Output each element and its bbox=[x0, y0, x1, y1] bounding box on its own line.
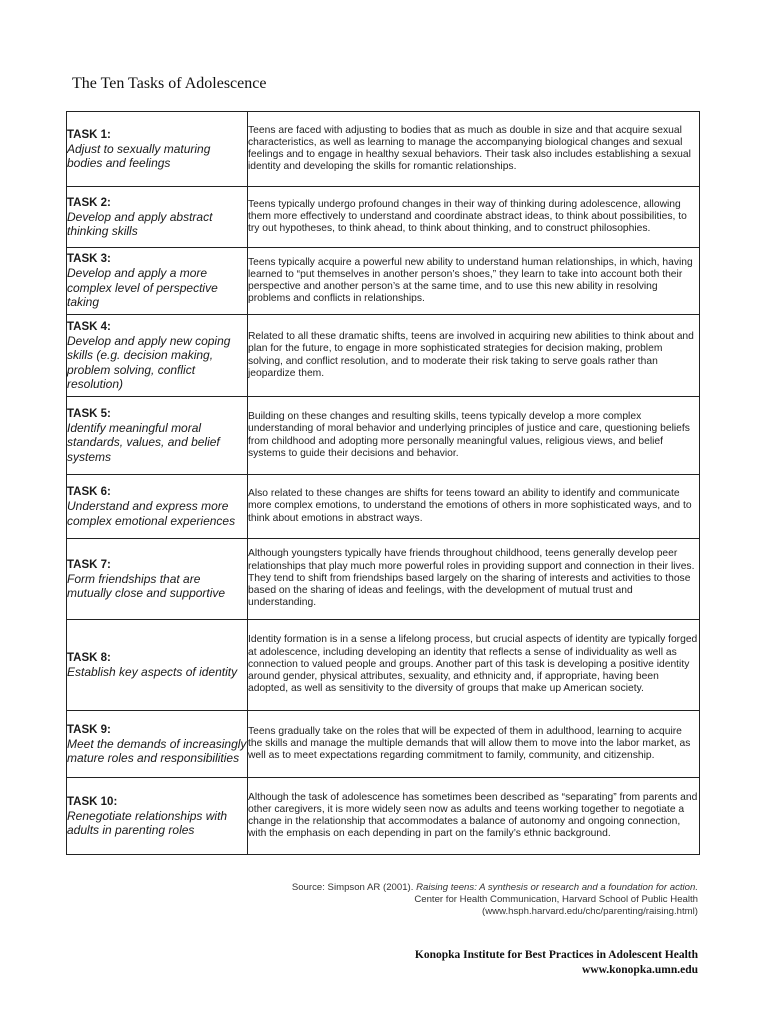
task-label: TASK 7: bbox=[67, 558, 111, 571]
task-label: TASK 2: bbox=[67, 196, 111, 209]
task-description: Although youngsters typically have friends throughout childhood, teens generally develop peer relationships that play much more powerful roles in providing support and connection in their lives. They tend to shift from friendships based largely on the sharing of interests and activities to those based on the sharing of ideas and feelings, with the development of mutual trust and understanding. bbox=[248, 548, 695, 609]
task-label: TASK 3: bbox=[67, 253, 111, 266]
task-description: Also related to these changes are shifts for teens toward an ability to identify and communicate more complex emotions, to understand the emotions of others in more sophisticated ways, and to think about emotions in abstract ways. bbox=[248, 488, 692, 524]
table-row bbox=[67, 112, 700, 187]
task-label: TASK 5: bbox=[67, 407, 111, 420]
task-cell bbox=[67, 475, 248, 539]
table-row bbox=[67, 778, 700, 855]
description-cell bbox=[248, 187, 700, 248]
task-name: Identify meaningful moral standards, values, and belief systems bbox=[67, 420, 220, 464]
task-description: Related to all these dramatic shifts, teens are involved in acquiring new abilities to think about and plan for the future, to engage in more sophisticated strategies for decision making, problem solving, and conflict resolution, and to moderate their risk taking to serve goals rather than jeopardize them. bbox=[248, 331, 694, 379]
task-name: Establish key aspects of identity bbox=[67, 664, 238, 679]
task-cell bbox=[67, 187, 248, 248]
tasks-table bbox=[66, 111, 700, 855]
source-prefix: Source: Simpson AR (2001). bbox=[291, 882, 417, 893]
description-cell bbox=[248, 539, 700, 620]
table-row bbox=[67, 711, 700, 778]
description-cell bbox=[248, 778, 700, 855]
task-name: Meet the demands of increasingly mature roles and responsibilities bbox=[67, 736, 247, 765]
description-cell bbox=[248, 315, 700, 397]
description-cell bbox=[248, 397, 700, 475]
source-url: (www.hsph.harvard.edu/chc/parenting/raising.html) bbox=[482, 906, 698, 917]
task-name: Renegotiate relationships with adults in parenting roles bbox=[67, 808, 228, 837]
task-name: Adjust to sexually maturing bodies and feelings bbox=[67, 141, 211, 170]
task-description: Identity formation is in a sense a lifelong process, but crucial aspects of identity are typically forged at adolescence, including developing an identity that reflects a sense of individuality as well as connection to valued people and groups. Another part of this task is developing a positive identity around gender, physical attributes, sexuality, and ethnicity and, if appropriate, having been adopted, as well as sensitivity to the diversity of groups that make up American society. bbox=[248, 634, 698, 695]
source-line-2: Center for Health Communication, Harvard School of Public Health bbox=[414, 894, 698, 905]
task-label: TASK 6: bbox=[67, 486, 111, 498]
task-label: TASK 1: bbox=[67, 128, 111, 141]
task-name: Develop and apply new coping skills (e.g. decision making, problem solving, conflict resolution) bbox=[67, 333, 231, 391]
source-citation bbox=[292, 882, 698, 918]
footer-url: www.konopka.umn.edu bbox=[581, 964, 698, 976]
table-row bbox=[67, 539, 700, 620]
task-label: TASK 10: bbox=[67, 795, 118, 808]
table-row bbox=[67, 315, 700, 397]
table-row bbox=[67, 248, 700, 315]
task-description: Teens typically acquire a powerful new ability to understand human relationships, in which, having learned to “put themselves in another person’s shoes,” they learn to take into account both their perspective and another person’s at the same time, and to use this new ability in resolving problems and conflicts in relationships. bbox=[248, 256, 693, 305]
task-cell bbox=[67, 315, 248, 397]
description-cell bbox=[248, 620, 700, 711]
table-row bbox=[67, 475, 700, 539]
task-description: Although the task of adolescence has sometimes been described as “separating” from parents and other caregivers, it is more widely seen now as adults and teens working together to negotiate a change in the relationship that accommodates a balance of autonomy and ongoing connection, with the emphasis on each depending in part on the family’s ethnic background. bbox=[248, 791, 698, 840]
task-description: Teens are faced with adjusting to bodies that as much as double in size and that acquire sexual characteristics, as well as learning to manage the accompanying biological changes and sexual feelings and to engage in healthy sexual behaviors. Their task also includes establishing a sexual identity and developing the skills for romantic relationships. bbox=[248, 124, 691, 173]
task-cell bbox=[67, 112, 248, 187]
task-description: Teens gradually take on the roles that will be expected of them in adulthood, learning to acquire the skills and manage the multiple demands that will allow them to move into the labor market, as well as to meet expectations regarding commitment to family, community, and citizenship. bbox=[248, 725, 691, 762]
task-description: Teens typically undergo profound changes in their way of thinking during adolescence, allowing them more effectively to understand and coordinate abstract ideas, to think about possibilities, to try out hypotheses, to think ahead, to think about thinking, and to construct philosophies. bbox=[248, 198, 687, 235]
page-title: The Ten Tasks of Adolescence bbox=[72, 75, 267, 92]
table-row bbox=[67, 187, 700, 248]
task-label: TASK 8: bbox=[67, 651, 111, 664]
task-name: Understand and express more complex emotional experiences bbox=[67, 499, 236, 528]
task-name: Form friendships that are mutually close and supportive bbox=[67, 571, 226, 600]
footer bbox=[415, 948, 698, 978]
task-cell bbox=[67, 711, 248, 778]
footer-org: Konopka Institute for Best Practices in Adolescent Health bbox=[414, 949, 698, 961]
table-row bbox=[67, 620, 700, 711]
task-description: Building on these changes and resulting skills, teens typically develop a more complex understanding of moral behavior and underlying principles of justice and care, questioning beliefs from childhood and adopting more personally meaningful values, religious views, and belief systems to guide their decisions and behavior. bbox=[248, 411, 690, 459]
source-title: Raising teens: A synthesis or research and a foundation for action. bbox=[416, 882, 698, 893]
description-cell bbox=[248, 112, 700, 187]
task-label: TASK 9: bbox=[67, 723, 111, 736]
task-cell bbox=[67, 539, 248, 620]
task-name: Develop and apply abstract thinking skills bbox=[67, 209, 213, 238]
task-cell bbox=[67, 620, 248, 711]
table-row bbox=[67, 397, 700, 475]
description-cell bbox=[248, 711, 700, 778]
task-cell bbox=[67, 248, 248, 315]
source-line-1 bbox=[292, 882, 698, 894]
description-cell bbox=[248, 475, 700, 539]
description-cell bbox=[248, 248, 700, 315]
task-label: TASK 4: bbox=[67, 320, 111, 333]
task-cell bbox=[67, 397, 248, 475]
task-name: Develop and apply a more complex level of perspective taking bbox=[67, 266, 218, 310]
task-cell bbox=[67, 778, 248, 855]
